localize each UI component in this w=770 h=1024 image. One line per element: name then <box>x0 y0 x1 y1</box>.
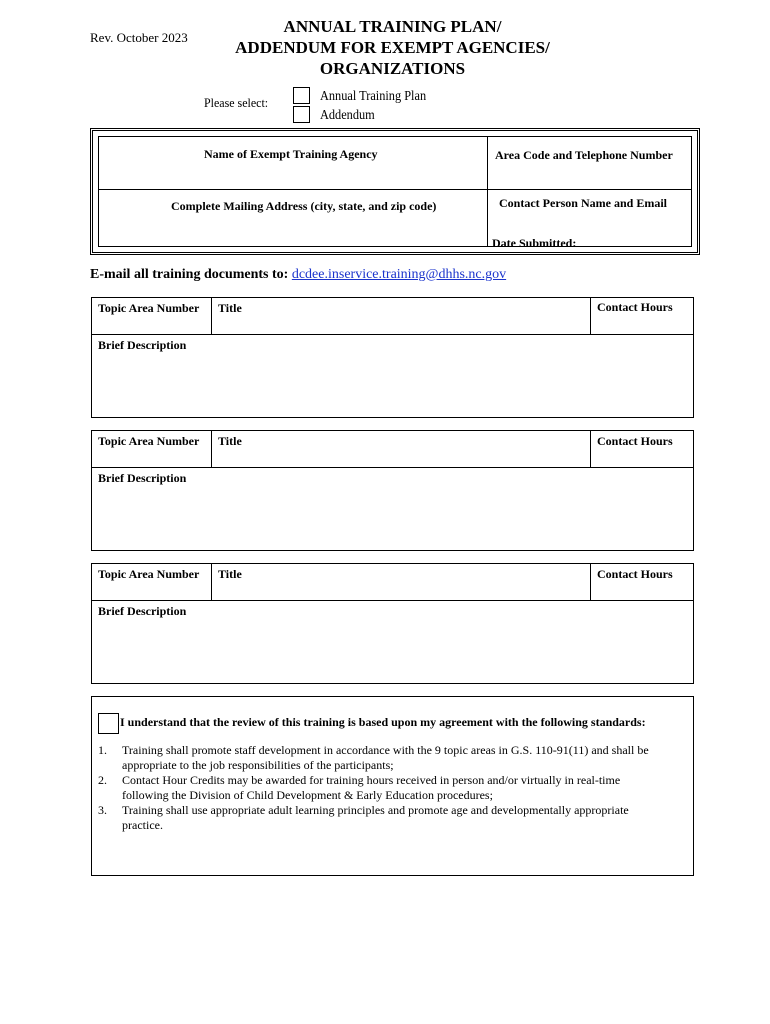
contact-hours-label: Contact Hours <box>597 300 673 314</box>
title-label: Title <box>218 567 242 581</box>
agency-name-label: Name of Exempt Training Agency <box>204 147 378 161</box>
phone-label: Area Code and Telephone Number <box>495 148 673 162</box>
title-label: Title <box>218 434 242 448</box>
agreement-box <box>91 696 694 876</box>
mailing-address-label: Complete Mailing Address (city, state, and zip code) <box>171 199 437 213</box>
topic-area-number-label: Topic Area Number <box>98 301 200 315</box>
email-instruction <box>90 267 506 283</box>
title-label: Title <box>218 301 242 315</box>
phone-field[interactable] <box>491 163 691 185</box>
topic-area-number-label: Topic Area Number <box>98 434 200 448</box>
standard-text-line: Contact Hour Credits may be awarded for training hours received in person and/or virtually in real-time <box>122 773 621 787</box>
standard-item <box>92 773 682 803</box>
email-link[interactable]: dcdee.inservice.training@dhhs.nc.gov <box>291 267 507 282</box>
standard-text-line: following the Division of Child Development & Early Education procedures; <box>122 788 493 802</box>
standard-text-line: Training shall use appropriate adult learning principles and promote age and developmentally appropriate <box>122 803 629 817</box>
brief-description-label: Brief Description <box>98 471 187 485</box>
standard-text-line: appropriate to the job responsibilities of the participants; <box>122 758 394 772</box>
addendum-checkbox[interactable] <box>293 106 310 123</box>
topic-block-2 <box>91 430 694 551</box>
page-title <box>190 16 595 79</box>
mailing-address-field[interactable] <box>101 215 483 243</box>
standard-number: 2. <box>98 773 107 787</box>
annual-training-plan-label: Annual Training Plan <box>320 89 427 104</box>
contact-hours-label: Contact Hours <box>597 434 673 448</box>
brief-description-label: Brief Description <box>98 338 187 352</box>
topic-block-1 <box>91 297 694 418</box>
agency-info-box <box>90 128 700 255</box>
contact-person-field[interactable] <box>491 211 691 233</box>
standard-item <box>92 743 682 773</box>
topic-area-number-label: Topic Area Number <box>98 567 200 581</box>
title-line-1: ANNUAL TRAINING PLAN/ <box>283 17 502 36</box>
agency-name-field[interactable] <box>101 139 483 185</box>
standard-text-line: practice. <box>122 818 163 832</box>
contact-person-label: Contact Person Name and Email <box>499 196 667 210</box>
contact-hours-label: Contact Hours <box>597 567 673 581</box>
standard-number: 1. <box>98 743 107 757</box>
agreement-statement: I understand that the review of this training is based upon my agreement with the following standards: <box>120 715 646 729</box>
addendum-label: Addendum <box>320 108 375 123</box>
topic-block-3 <box>91 563 694 684</box>
standard-text-line: Training shall promote staff development in accordance with the 9 topic areas in G.S. 110-91(11) and shall be <box>122 743 649 757</box>
email-prefix: E-mail all training documents to: <box>90 267 289 282</box>
date-submitted-label: Date Submitted: <box>492 236 577 250</box>
standard-item <box>92 803 682 833</box>
brief-description-label: Brief Description <box>98 604 187 618</box>
standard-number: 3. <box>98 803 107 817</box>
title-line-3: ORGANIZATIONS <box>319 59 466 78</box>
standards-list <box>92 743 682 833</box>
agreement-checkbox[interactable] <box>98 713 119 734</box>
revision-date: Rev. October 2023 <box>90 30 188 45</box>
title-line-2: ADDENDUM FOR EXEMPT AGENCIES/ <box>235 38 550 57</box>
select-prompt: Please select: <box>204 95 269 110</box>
annual-training-plan-checkbox[interactable] <box>293 87 310 104</box>
